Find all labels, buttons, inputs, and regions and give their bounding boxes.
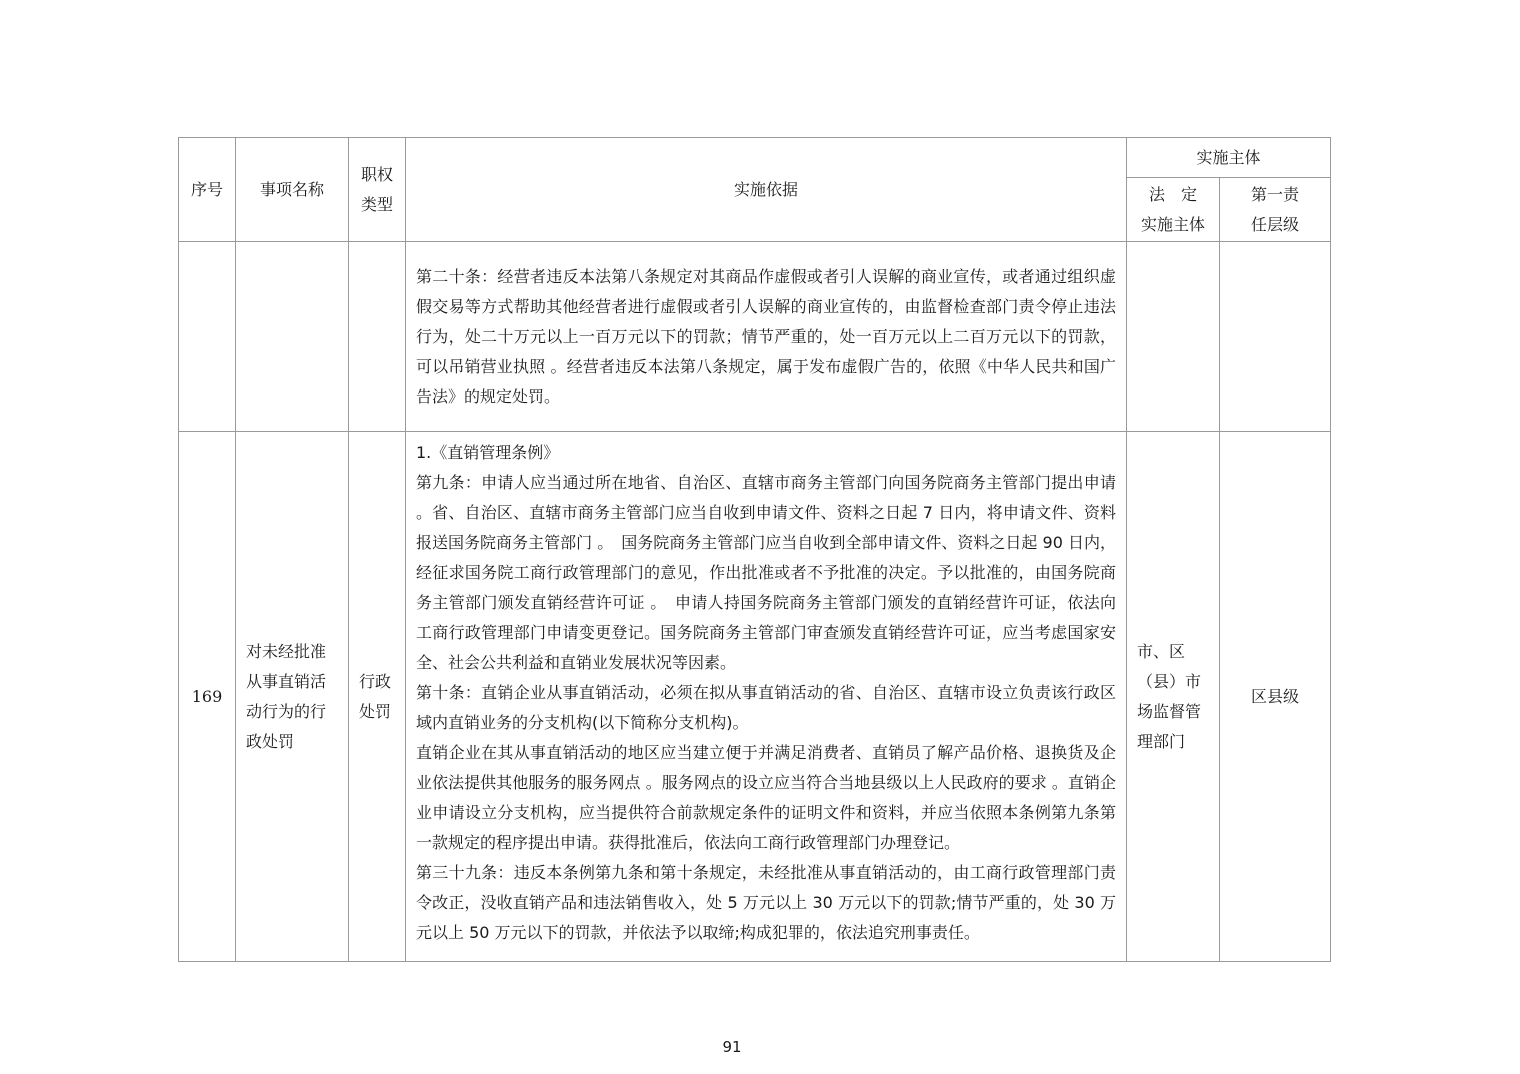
row-item-name xyxy=(236,242,349,432)
row-item-name: 对未经批准从事直销活动行为的行政处罚 xyxy=(236,432,349,962)
basis-paragraph: 第九条：申请人应当通过所在地省、自治区、直辖市商务主管部门向国务院商务主管部门提出申请 。省、自治区、直辖市商务主管部门应当自收到申请文件、资料之日起 7 日内，将申请文件、资料报送国务院商务主管部门 。 国务院商务主管部门应当自收到全部申请文件、资料之日起 90 日内，经征求国务院工商行政管理部门的意见，作出批准或者不予批准的决定。予以批准的，由国务院商务主管部门颁发直销经营许可证 。 申请人持国务院商务主管部门颁发的直销经营许可证，依法向工商行政管理部门申请变更登记。国务院商务主管部门审查颁发直销经营许可证，应当考虑国家安全、社会公共利益和直销业发展状况等因素。 xyxy=(416,473,1116,672)
row-seq xyxy=(179,242,236,432)
header-authority-type: 职权类型 xyxy=(349,138,406,242)
row-first-level xyxy=(1220,242,1331,432)
row-first-level: 区县级 xyxy=(1220,432,1331,962)
row-basis xyxy=(406,432,1127,962)
header-basis: 实施依据 xyxy=(406,138,1127,242)
basis-paragraph: 1.《直销管理条例》 xyxy=(416,443,560,462)
row-authority-type xyxy=(349,242,406,432)
row-seq: 169 xyxy=(179,432,236,962)
header-seq: 序号 xyxy=(179,138,236,242)
basis-paragraph: 第三十九条：违反本条例第九条和第十条规定，未经批准从事直销活动的，由工商行政管理部门责令改正，没收直销产品和违法销售收入，处 5 万元以上 30 万元以下的罚款;情节严重的，处 30 万元以上 50 万元以下的罚款，并依法予以取缔;构成犯罪的，依法追究刑事责任。 xyxy=(416,863,1116,942)
header-first-level: 第一责任层级 xyxy=(1220,178,1331,242)
row-basis xyxy=(406,242,1127,432)
basis-paragraph: 第十条：直销企业从事直销活动，必须在拟从事直销活动的省、自治区、直辖市设立负责该行政区域内直销业务的分支机构(以下简称分支机构)。 xyxy=(416,683,1116,732)
header-item-name: 事项名称 xyxy=(236,138,349,242)
table-row xyxy=(179,242,1331,432)
basis-paragraph: 直销企业在其从事直销活动的地区应当建立便于并满足消费者、直销员了解产品价格、退换货及企业依法提供其他服务的服务网点 。服务网点的设立应当符合当地县级以上人民政府的要求 。直销企业申请设立分支机构，应当提供符合前款规定条件的证明文件和资料，并应当依照本条例第九条第一款规定的程序提出申请。获得批准后，依法向工商行政管理部门办理登记。 xyxy=(416,743,1116,852)
row-legal-subject xyxy=(1127,242,1220,432)
basis-paragraph: 第二十条：经营者违反本法第八条规定对其商品作虚假或者引人误解的商业宣传，或者通过组织虚假交易等方式帮助其他经营者进行虚假或者引人误解的商业宣传的，由监督检查部门责令停止违法行为，处二十万元以上一百万元以下的罚款；情节严重的，处一百万元以上二百万元以下的罚款，可以吊销营业执照 。经营者违反本法第八条规定，属于发布虚假广告的，依照《中华人民共和国广告法》的规定处罚。 xyxy=(416,267,1116,406)
page-number: 91 xyxy=(722,1038,742,1056)
header-legal-subject: 法 定 实施主体 xyxy=(1127,178,1220,242)
row-legal-subject: 市、区（县）市场监督管理部门 xyxy=(1127,432,1220,962)
header-subject-group: 实施主体 xyxy=(1127,138,1331,178)
row-authority-type: 行政处罚 xyxy=(349,432,406,962)
table-row xyxy=(179,432,1331,962)
power-list-table xyxy=(178,137,1331,962)
